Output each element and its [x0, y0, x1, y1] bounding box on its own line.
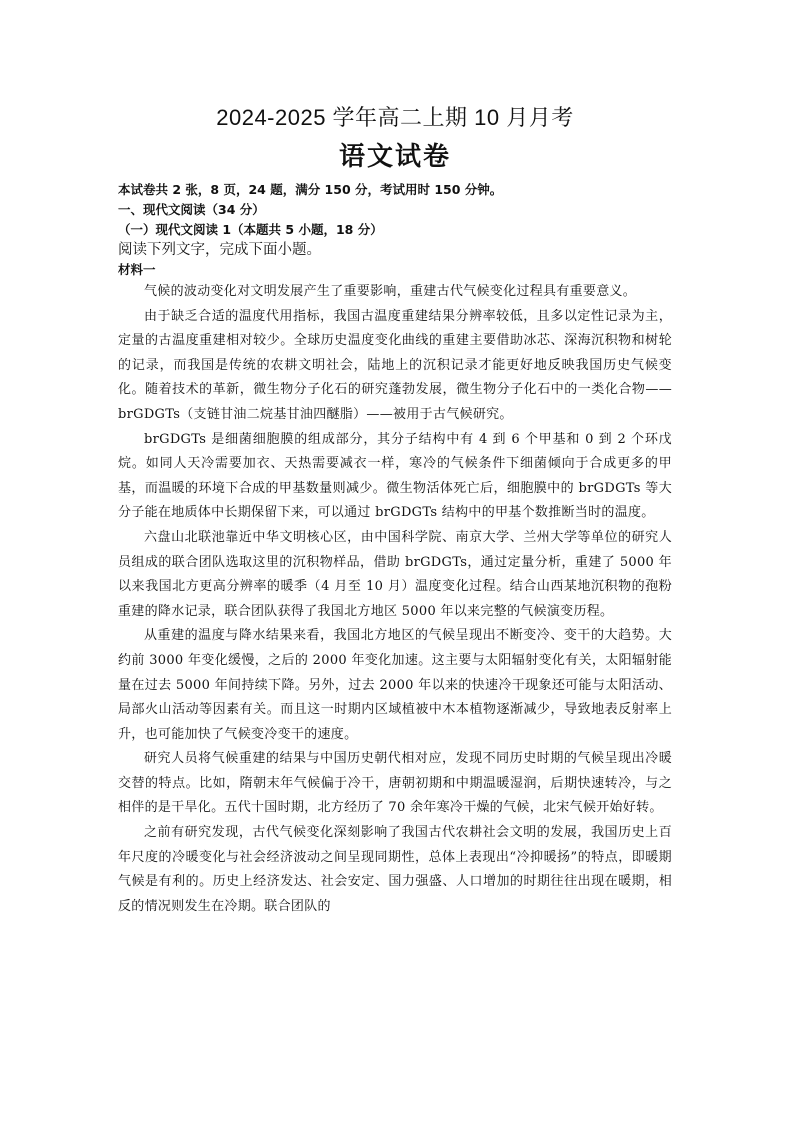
paragraph-5: 从重建的温度与降水结果来看，我国北方地区的气候呈现出不断变冷、变干的大趋势。大约前 3000 年变化缓慢，之后的 2000 年变化加速。这主要与太阳辐射变化有关，太阳辐射能量在过去 5000 年间持续下降。另外，过去 2000 年以来的快速冷干现象还可能与太阳活动、局部火山活动等因素有关。而且这一时期内区域植被中木本植物逐渐减少，导致地表反射率上升，也可能加快了气候变冷变干的速度。 — [118, 628, 672, 742]
reading-instruction: 阅读下列文字，完成下面小题。 — [118, 242, 321, 258]
paragraph-6: 研究人员将气候重建的结果与中国历史朝代相对应，发现不同历史时期的气候呈现出冷暖交替的特点。比如，隋朝末年气候偏于冷干，唐朝初期和中期温暖湿润，后期快速转冷，与之相伴的是干旱化。五代十国时期，北方经历了 70 余年寒冷干燥的气候，北宋气候开始好转。 — [118, 751, 672, 816]
exam-info: 本试卷共 2 张，8 页，24 题，满分 150 分，考试用时 150 分钟。 — [118, 182, 503, 197]
paragraph-1: 气候的波动变化对文明发展产生了重要影响，重建古代气候变化过程具有重要意义。 — [144, 284, 637, 299]
section-heading: 一、现代文阅读（34 分） — [118, 202, 265, 217]
section-subheading: （一）现代文阅读 1（本题共 5 小题，18 分） — [118, 222, 383, 237]
paragraph-7: 之前有研究发现，古代气候变化深刻影响了我国古代农耕社会文明的发展，我国历史上百年尺度的冷暖变化与社会经济波动之间呈现同期性，总体上表现出“冷抑暖扬”的特点，即暖期气候是有利的。历史上经济发达、社会安定、国力强盛、人口增加的时期往往出现在暖期，相反的情况则发生在冷期。联合团队的 — [118, 825, 672, 914]
paragraph-4: 六盘山北联池靠近中华文明核心区，由中国科学院、南京大学、兰州大学等单位的研究人员组成的联合团队选取这里的沉积物样品，借助 brGDGTs，通过定量分析，重建了 5000 年以来我国北方更高分辨率的暖季（4 月至 10 月）温度变化过程。结合山西某地沉积物的孢粉重建的降水记录，联合团队获得了我国北方地区 5000 年以来完整的气候演变历程。 — [118, 529, 672, 619]
paragraph-3: brGDGTs 是细菌细胞膜的组成部分，其分子结构中有 4 到 6 个甲基和 0 到 2 个环戊烷。如同人天冷需要加衣、天热需要减衣一样，寒冷的气候条件下细菌倾向于合成更多的甲基，而温暖的环境下合成的甲基数量则减少。微生物活体死亡后，细胞膜中的 brGDGTs 等大分子能在地质体中长期保留下来，可以通过 brGDGTs 结构中的甲基个数推断当时的温度。 — [118, 431, 672, 521]
exam-subtitle: 语文试卷 — [338, 142, 451, 172]
paragraph-2: 由于缺乏合适的温度代用指标，我国古温度重建结果分辨率较低，且多以定性记录为主，定量的古温度重建相对较少。全球历史温度变化曲线的重建主要借助冰芯、深海沉积物和树轮的记录，而我国是传统的农耕文明社会，陆地上的沉积记录才能更好地反映我国历史气候变化。随着技术的革新，微生物分子化石的研究蓬勃发展，微生物分子化石中的一类化合物——brGDGTs（支链甘油二烷基甘油四醚脂）——被用于古气候研究。 — [118, 308, 672, 422]
exam-title: 2024-2025 学年高二上期 10 月月考 — [216, 105, 574, 130]
material-label: 材料一 — [118, 262, 156, 277]
